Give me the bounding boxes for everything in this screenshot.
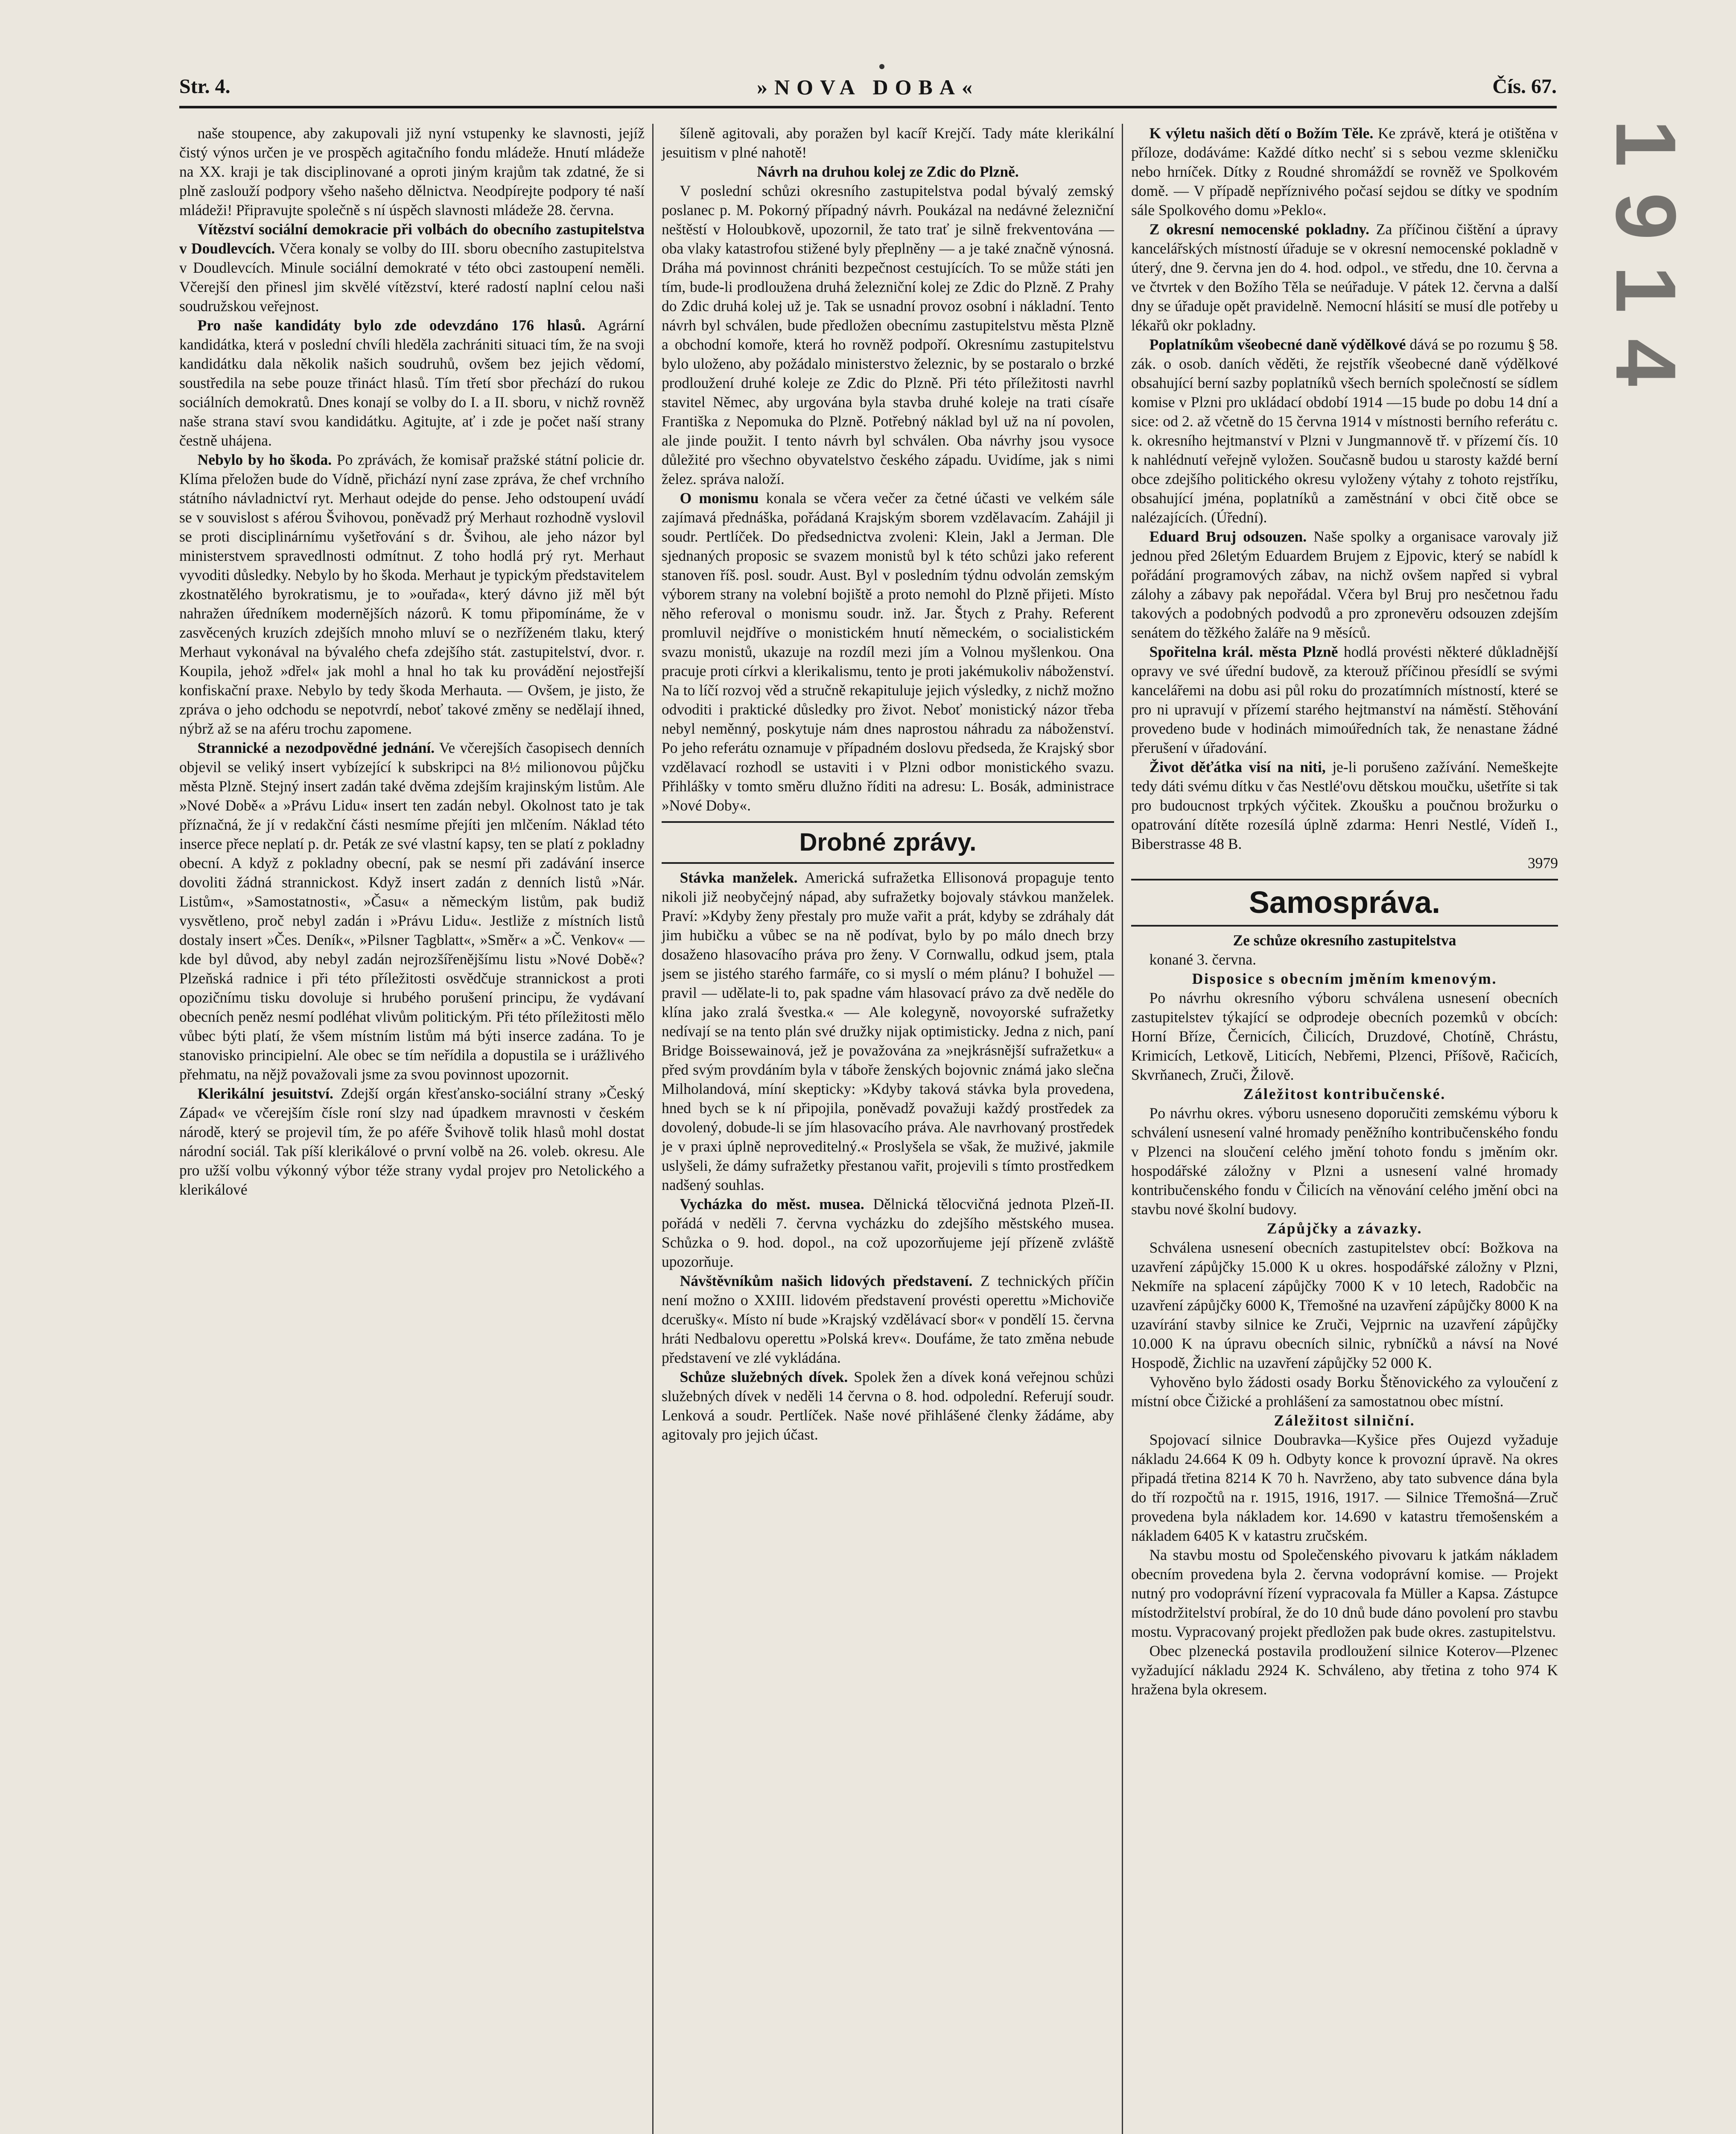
article-paragraph [662,1367,1114,1444]
article-paragraph [179,124,645,220]
article-paragraph [1131,1373,1558,1411]
article-text: Po návrhu okresního výboru schválena usnesení obecních zastupitelstev týkající se odprodeje obecních pozemků v obcích: Horní Bříze, Černicích, Čilicích, Druzdové, Chotíně, Chrástu, Krimicích, Letkově, Liticích, Nebřemi, Plzenci, Příšově, Račicích, Skvrňanech, Zruči, Žilově. [1131,989,1558,1083]
article-text: hodlá provésti některé důkladnější opravy ve své úřední budově, za kterouž příčinou přesídlí se svými kancelářemi na dobu asi půl roku do prozatímních místností, které se pro ni upravují v přízemí starého hejtmanství na náměstí. Stěhování provedeno bude v hodinách mimoúředních tak, že nenastane žádné přerušení v úřadování. [1131,643,1558,756]
article-text: šíleně agitovali, aby poražen byl kacíř Krejčí. Tady máte klerikální jesuitism v plné nahotě! [662,125,1114,161]
article-text: Spolek žen a dívek koná veřejnou schůzi služebných dívek v neděli 14 června o 8. hod. odpolední. Referují soudr. Lenková a soudr. Pertlíček. Naše nové přihlášené členky žádáme, aby agitovaly pro jejich účast. [662,1368,1114,1443]
article-paragraph [1131,1430,1558,1545]
page-number: Str. 4. [179,75,230,98]
column-right [1131,124,1558,2134]
article-heading: Nebylo by ho škoda. [197,451,332,468]
article-paragraph [662,1195,1114,1271]
article-paragraph [662,489,1114,815]
article-paragraph [179,316,645,450]
article-paragraph [662,868,1114,1195]
subsection-heading: Záležitost silniční. [1274,1412,1415,1429]
bleed-through-year: 1914 [1598,120,1693,412]
article-text: Z technických příčin není možno o XXIII. lidovém představení provésti operettu »Michoviče dcerušky«. Místo ní bude »Krajský vzdělávací sbor« v pondělí 15. června hráti Nedbalovu operettu »Polská krev«. Doufáme, že tato změna nebude představení ve zlé vykládána. [662,1272,1114,1366]
article-paragraph [1131,124,1558,220]
article-paragraph [1131,1641,1558,1699]
article-paragraph [179,738,645,1084]
article-heading: K výletu našich dětí o Božím Těle. [1149,125,1374,142]
subsection-heading: Záležitost kontribučenské. [1243,1085,1446,1102]
article-heading: Návrh na druhou kolej ze Zdic do Plzně. [757,163,1019,180]
article-heading: Spořitelna král. města Plzně [1149,643,1338,660]
article-text: Naše spolky a organisace varovaly již jednou před 26letým Eduardem Brujem z Ejpovic, který se nabídl k pořádání programových zábav, na nichž ovšem napřed si vybral zálohy a zábavy pak nepořádal. Včera byl Bruj pro nesčetnou řadu takových a podobných podvodů a pro zpronevěru odsouzen zdejším senátem do těžkého žaláře na 9 měsíců. [1131,528,1558,641]
article-paragraph [662,124,1114,162]
article-text: Na stavbu mostu od Společenského pivovaru k jatkám nákladem obecním provedena byla 2. června vodoprávní komise. — Projekt nutný pro vodoprávní řízení vypracovala fa Müller a Kapsa. Zástupce místodržitelství probíral, že do 10 dnů bude dáno povolení pro stavbu mostu. Vypracovaný projekt předložen pak bude okres. zastupitelstvu. [1131,1546,1558,1640]
article-text: naše stoupence, aby zakupovali již nyní vstupenky ke slavnosti, jejíž čistý výnos určen je ve prospěch agitačního fondu mládeže. Hnutí mládeže na XX. kraji je tak disciplinované a oproti jiným krajům tak zdatné, že si plně zaslouží podpory všeho našeho dělnictva. Neodpírejte podpory té naší mládeži! Připravujte společně s ní úspěch slavnosti mládeže 28. června. [179,125,645,219]
article-body: konané 3. června. [1149,951,1256,968]
subsection-heading: Disposice s obecním jměním kmenovým. [1192,970,1497,987]
article-text: Ke zprávě, která je otištěna v příloze, dodáváme: Každé dítko nechť si s sebou vezme skleničku nebo hrníček. Dítky z Roudné shromáždí se rovněž ve Spolkovém domě. — V případě nepříznivého počasí sejdou se dítky ve spodním sále Spolkového domu »Peklo«. [1131,125,1558,219]
article-paragraph [1131,988,1558,1084]
header-rule [179,106,1557,108]
article-heading: Vycházka do měst. musea. [680,1195,864,1213]
article-text: Ve včerejších časopisech denních objevil se veliký insert vybízející k subskripci na 8½ milionovou půjčku města Plzně. Stejný insert zadán také dvěma zdejším krajinským listům. Ale »Nové Době« a »Právu Lidu« insert ten zadán nebyl. Okolnost tato je tak příznačná, že jí v redakční části nesmíme přejíti jen mlčením. Náklad této inserce přece neplatí p. dr. Peták ze své vlastní kapsy, ten se platí z pokladny obecní. A když z pokladny obecní, pak se nesmí při zadávání inserce dovoliti žádná strannickost. Když insert zadán z denních listů »Nár. Listům«, »Samostatnosti«, »Času« a německým listům, pak budiž vysvětleno, proč nebyl zadán i »Právu Lidu«. Jestliže z místních listů dostaly insert »Čes. Deník«, »Pilsner Tagblatt«, »Směr« a »Č. Venkov« — kde byl důvod, aby nebyl zadán nejrozšířenějšímu listu »Nové Době«? Plzeňská radnice i při této příležitosti osvědčuje strannickost a proti opozičnímu tisku dovoluje si hrubého porušení principu, že vydávaní obecních peněz nesmí podléhat vlivům politickým. Při této příležitosti mělo vůbec býti platí, že všem místním listům má býti inserce zadána. To je stanovisko principielní. Ale obec se tím neřídila a dopustila se i urážlivého přehmatu, na nějž považovali jsme za svou povinnost upozornit. [179,739,645,1083]
article-heading: O monismu [680,490,759,507]
column-divider [652,124,654,2134]
article-heading: Ze schůze okresního zastupitelstva [1233,932,1456,949]
article-text: Za příčinou čištění a úpravy kancelářských místností úřaduje se v okresní nemocenské pokladně v úterý, dne 9. června jen do 4. hod. odpol., ve středu, dne 10. června a ve čtvrtek v den Božího Těla se neúřaduje. V pátek 12. června a další dny se úřaduje opět pravidelně. Nemocní hlásití se musí dle potřeby u lékařů okr pokladny. [1131,221,1558,334]
article-paragraph [179,220,645,316]
article-paragraph [179,450,645,738]
article-heading: Eduard Bruj odsouzen. [1149,528,1307,545]
article-paragraph [179,1084,645,1199]
article-paragraph [1131,1545,1558,1641]
article-text: konala se včera večer za četné účasti ve velkém sále zajímavá přednáška, pořádaná Krajským sborem vzdělavacím. Zahájil ji soudr. Pertlíček. Do předsednictva zvoleni: Klein, Jakl a Jerman. Dle sjednaných proposic se svazem monistů byl k této schůzi jako referent stanoven říš. posl. soudr. Aust. Byl v posledním týdnu odvolán zemským výborem strany na volební bojiště a proto nemohl do Plzně přijeti. Místo něho referoval o monismu soudr. inž. Jar. Štych z Prahy. Referent promluvil nejdříve o monistickém hnutí německém, o socialistickém svazu monistů, ukazuje na rozdíl mezi jím a Volnou myšlenkou. Ona pracuje proti církvi a klerikalismu, tento je proti jakémukoliv náboženství. Na to líčí rozvoj věd a stručně rekapituluje jejich výsledky, z nichž možno odvoditi i praktické důsledky pro život. Neboť monistický názor třeba nebyl neměnný, poskytuje nám dnes naprostou náhradu za náboženství. Po jeho referátu oznamuje v případném doslovu předseda, že Krajský sbor vzdělavací rozhodl se ustaviti i v Plzni odbor monistického svazu. Přihlášky v tomto směru dlužno říditi na adresu: L. Bosák, administrace »Nové Doby«. [662,490,1115,814]
article-heading: Schůze služebných dívek. [680,1368,848,1385]
article-text: Po zprávách, že komisař pražské státní policie dr. Klíma přeložen bude do Vídně, přichází nyní zase zpráva, že chef vrchního státního návladnictví ryt. Merhaut odejde do pense. Jeho odstoupení uvádí se v souvislost s aférou Švihovou, poněvadž prý Merhaut rozhodně vyslovil se proti disciplinárnímu vyšetřování s dr. Švihou, ale jeho názor byl ministerstvem spravedlnosti odmítnut. Z toho hodlá prý ryt. Merhaut vyvoditi důsledky. Nebylo by ho škoda. Merhaut je typickým představitelem zkostnatělého byrokratismu, je to »ouřada«, který dávno již měl být nahražen úředníkem modernějších názorů. K tomu připomínáme, že v zasvěcených kruzích zdejších mnoho mluví se o nezříženém tlaku, který Merhaut vykonával na bývalého chefa zdejšího stát. zastupitelství, dvor. r. Koupila, jehož »dřel« jak mohl a hnal ho tak ku provádění nejostřejší konfiskační praxe. Nebylo by tedy škoda Merhauta. — Ovšem, je jisto, že zpráva o jeho odchodu se nepotvrdí, neboť takové změny se nedělají ihned, nýbrž až se na aféru trochu zapomene. [179,451,645,737]
article-text: dává se po rozumu § 58. zák. o osob. daních věděti, že rejstřík všeobecné daně výdělkové obsahující berní sazby poplatníků všech berních společností se sídlem komise v Plzni pro ukládací období 1914 —15 bude po dobu 14 dní a sice: od 2. až včetně do 15 června 1914 v místnosti berního referátu c. k. okresního hejtmanství v Plzni v Jungmannově tř. v přízemí čís. 10 k nahlédnutí veřejně vyložen. Současně budou u starosty každé berní obce zdejšího politického okresu vyloženy výtahy z tohoto rejstříku, obsahující jména, poplatníků a zaměstnání v obci čitě obce se nalézajících. (Úřední). [1131,336,1558,526]
article-paragraph [1131,335,1558,527]
article-heading: Návštěvníkům našich lidových představení. [680,1272,973,1289]
column-left [179,124,645,2134]
punch-hole-mark [879,64,884,69]
advert-number: 3979 [1528,854,1558,872]
page-header [179,75,1557,105]
article-text: Vyhověno bylo žádosti osady Borku Štěnovického za vyloučení z místní obce Čižické a prohlášení za samostatnou obec místní. [1131,1373,1558,1410]
article-text: Dělnická tělocvičná jednota Plzeň-II. pořádá v neděli 7. června vycházku do zdejšího městského musea. Schůzka o 9. hod. dopol., na což upozorňujeme její přízeně zvláště upozorňuje. [662,1195,1114,1270]
subsection-heading: Zápůjčky a závazky. [1266,1220,1423,1237]
issue-number: Čís. 67. [1492,75,1557,98]
article-paragraph [1131,758,1558,854]
article-text: Spojovací silnice Doubravka—Kyšice přes Oujezd vyžaduje nákladu 24.664 K 09 h. Odbyty konce k provozní úpravě. Na okres připadá třetina 8214 K 70 h. Navrženo, aby tato subvence dána byla do tří rozpočtů na r. 1915, 1916, 1917. — Silnice Třemošná—Zruč provedena byla nákladem kor. 14.690 v katastru třemošenském a nákladem 6405 K v katastru zručském. [1131,1431,1558,1544]
article-paragraph [1131,1238,1558,1373]
article-heading: Stávka manželek. [680,869,798,886]
article-heading: Z okresní nemocenské pokladny. [1149,221,1369,238]
article-text: Po návrhu okres. výboru usneseno doporučiti zemskému výboru k schválení usnesení valné hromady peněžního kontribučenského fondu v Plzenci na sloučení celého jmění tohoto fondu s jměním okr. hospodářské záložny v Plzni a usnesení valné hromady kontribučenského fondu v Čilicích na věnování celého jmění obci na stavbu nové školní budovy. [1131,1105,1558,1218]
section-heading: Drobné zprávy. [662,821,1114,864]
article-text: Zdejší orgán křesťansko-sociální strany »Český Západ« ve včerejším čísle roní slzy nad úpadkem mravnosti v českém národě, který se projevil tím, že po aféře Švihově tolik hlasů mohl dostat národní sociál. Tak píší klerikálové o první volbě na 26. voleb. okresu. Ale pro užší volbu výkonný výbor téže strany vydal projev pro Netolického a klerikálové [179,1085,645,1198]
bleed-through-text [1598,120,1703,2134]
article-paragraph [1131,642,1558,758]
article-heading: Život děťátka visí na niti, [1149,758,1326,775]
article-text: Agrární kandidátka, která v poslední chvíli hleděla zachrániti situaci tím, že na svoji kandidátku dala několik našich soudruhů, ovšem bez jejich vědomí, soustředila na sebe pouze třináct hlasů. Tím třetí sbor přechází do rukou sociálních demokratů. Dnes konají se volby do I. a II. sboru, v nichž rovněž naše strana staví svou kandidátku. Agitujte, ať i zde je počet naší strany čestně uhájena. [179,317,645,449]
column-divider [1122,124,1123,2134]
column-middle [662,124,1114,2134]
article-heading: Vítězství sociální demokracie při volbách do obecního zastupitelstva v Doudlevcích. [179,221,645,257]
article-text: Americká sufražetka Ellisonová propaguje tento nikoli již neobyčejný nápad, aby sufražetky bojovaly stávkou manželek. Praví: »Kdyby ženy přestaly pro muže vařit a prát, kdyby se zdráhaly dát jim hubičku a vůbec se na ně podívat, bylo by po málo dnech brzy dosaženo hlasovacího práva pro ženy. V Cornwallu, odkud jsem, ptala jsem se jistého starého farmáře, co si myslí o mém plánu? I bohužel — pravil — udělate-li to, pak spadne vám hlasovací právo za dvě neděle do klína jako zralá švestka.« — Ale kolegyně, novoyorské sufražetky nedívají se na tento plán své družky nijak optimisticky. Jedna z nich, paní Bridge Boissewainová, jež je považována za »nejkrásnější sufražetku« a před svým provdáním byla v táboře ženských bojovnic známá jako slečna Milholandová, míní skepticky: »Kdyby taková stávka byla provedena, hned bych se k ní připojila, poněvadž považuji každý prostředek za dovolený, dobude-li se jím hlasovacího práva. Ale navrhovaný prostředek je v praxi úplně neproveditelný.« Proslyšela se však, že muživé, jakmile uslyšeli, že dámy sufražetky přestanou vařit, projevili s tímto prostředkem nadšený souhlas. [662,869,1114,1193]
article-text: Schválena usnesení obecních zastupitelstev obcí: Božkova na uzavření zápůjčky 15.000 K u okres. hospodářské záložny v Plzni, Nekmíře na splacení zápůjčky 7000 K v 10 letech, Radobčic na uzavření zápůjčky 6000 K, Třemošné na uzavření zápůjčky 8000 K na uzavírání stavby silnice ke Zruči, Vejprnic na uzavření zápůjčky 10.000 K na úpravu obecních silnic, rybníčků a návsí na Nové Hospodě, Žichlic na uzavření zápůjčky 52 000 K. [1131,1239,1558,1371]
article-body: V poslední schůzi okresního zastupitelstva podal bývalý zemský poslanec p. M. Pokorný případný návrh. Poukázal na nedávné železniční neštěstí v Holoubkově, upozornil, že tato trať je silně frekventována — oba vlaky katastrofou stižené byly přeplněny — a je také značně výnosná. Dráha má povinnost chrániti bezpečnost cestujících. To se může státi jen tím, bude-li prodloužena druhá železniční kolej ze Zdic do Plzně. Z Prahy do Zdic druhá kolej už je. Tak se usnadní provoz osobní i nákladní. Tento návrh byl schválen, bude předložen obecnímu zastupitelstvu města Plzně a obchodní komoře, která ho rovněž podpoří. Okresnímu zastupitelstvu bylo uloženo, aby požádalo ministerstvo železnic, by se postaralo o brzké prodloužení druhé koleje ze Zdic do Plzně. Při této příležitosti navrhl stavitel Němec, aby urgována byla stavba druhé koleje na trati císaře Františka z Nepomuka do Plzně. Potřebný náklad byl už na ní povolen, ale jinde použit. I tento návrh byl schválen. Oba návrhy jsou vysoce důležité pro všechno obyvatelstvo českého západu. Uvidíme, jak s nimi želez. správa naloží. [662,182,1114,487]
section-heading: Samospráva. [1131,879,1558,927]
article-heading: Pro naše kandidáty bylo zde odevzdáno 176 hlasů. [197,317,586,334]
article-text: Obec plzenecká postavila prodloužení silnice Koterov—Plzenec vyžadující nákladu 2924 K. Schváleno, aby třetina z toho 974 K hražena byla okresem. [1131,1642,1558,1698]
article-text: je-li porušeno zažívání. Nemeškejte tedy dáti svému dítku v čas Nestlé'ovu dětskou moučku, ušetříte si tak pro budoucnost trpkých výčitek. Zkoušku a poučnou brožurku o opatrování dítěte rozesílá úplně zdarma: Henri Nestlé, Vídeň I., Biberstrasse 48 B. [1131,758,1558,852]
article-heading: Klerikální jesuitství. [197,1085,333,1102]
article-paragraph [1131,527,1558,642]
article-text: Včera konaly se volby do III. sboru obecního zastupitelstva v Doudlevcích. Minule sociální demokraté v této obci zastoupení neměli. Včerejší den přinesl jim skvělé vítězství, které radostí naplní celou naši soudružskou veřejnost. [179,240,645,315]
article-paragraph [1131,1104,1558,1219]
article-paragraph [662,1271,1114,1367]
article-heading: Poplatníkům všeobecné daně výdělkové [1149,336,1406,353]
article-paragraph [1131,220,1558,335]
article-heading: Strannické a nezodpovědné jednání. [197,739,435,756]
masthead-title: »NOVA DOBA« [757,75,979,99]
